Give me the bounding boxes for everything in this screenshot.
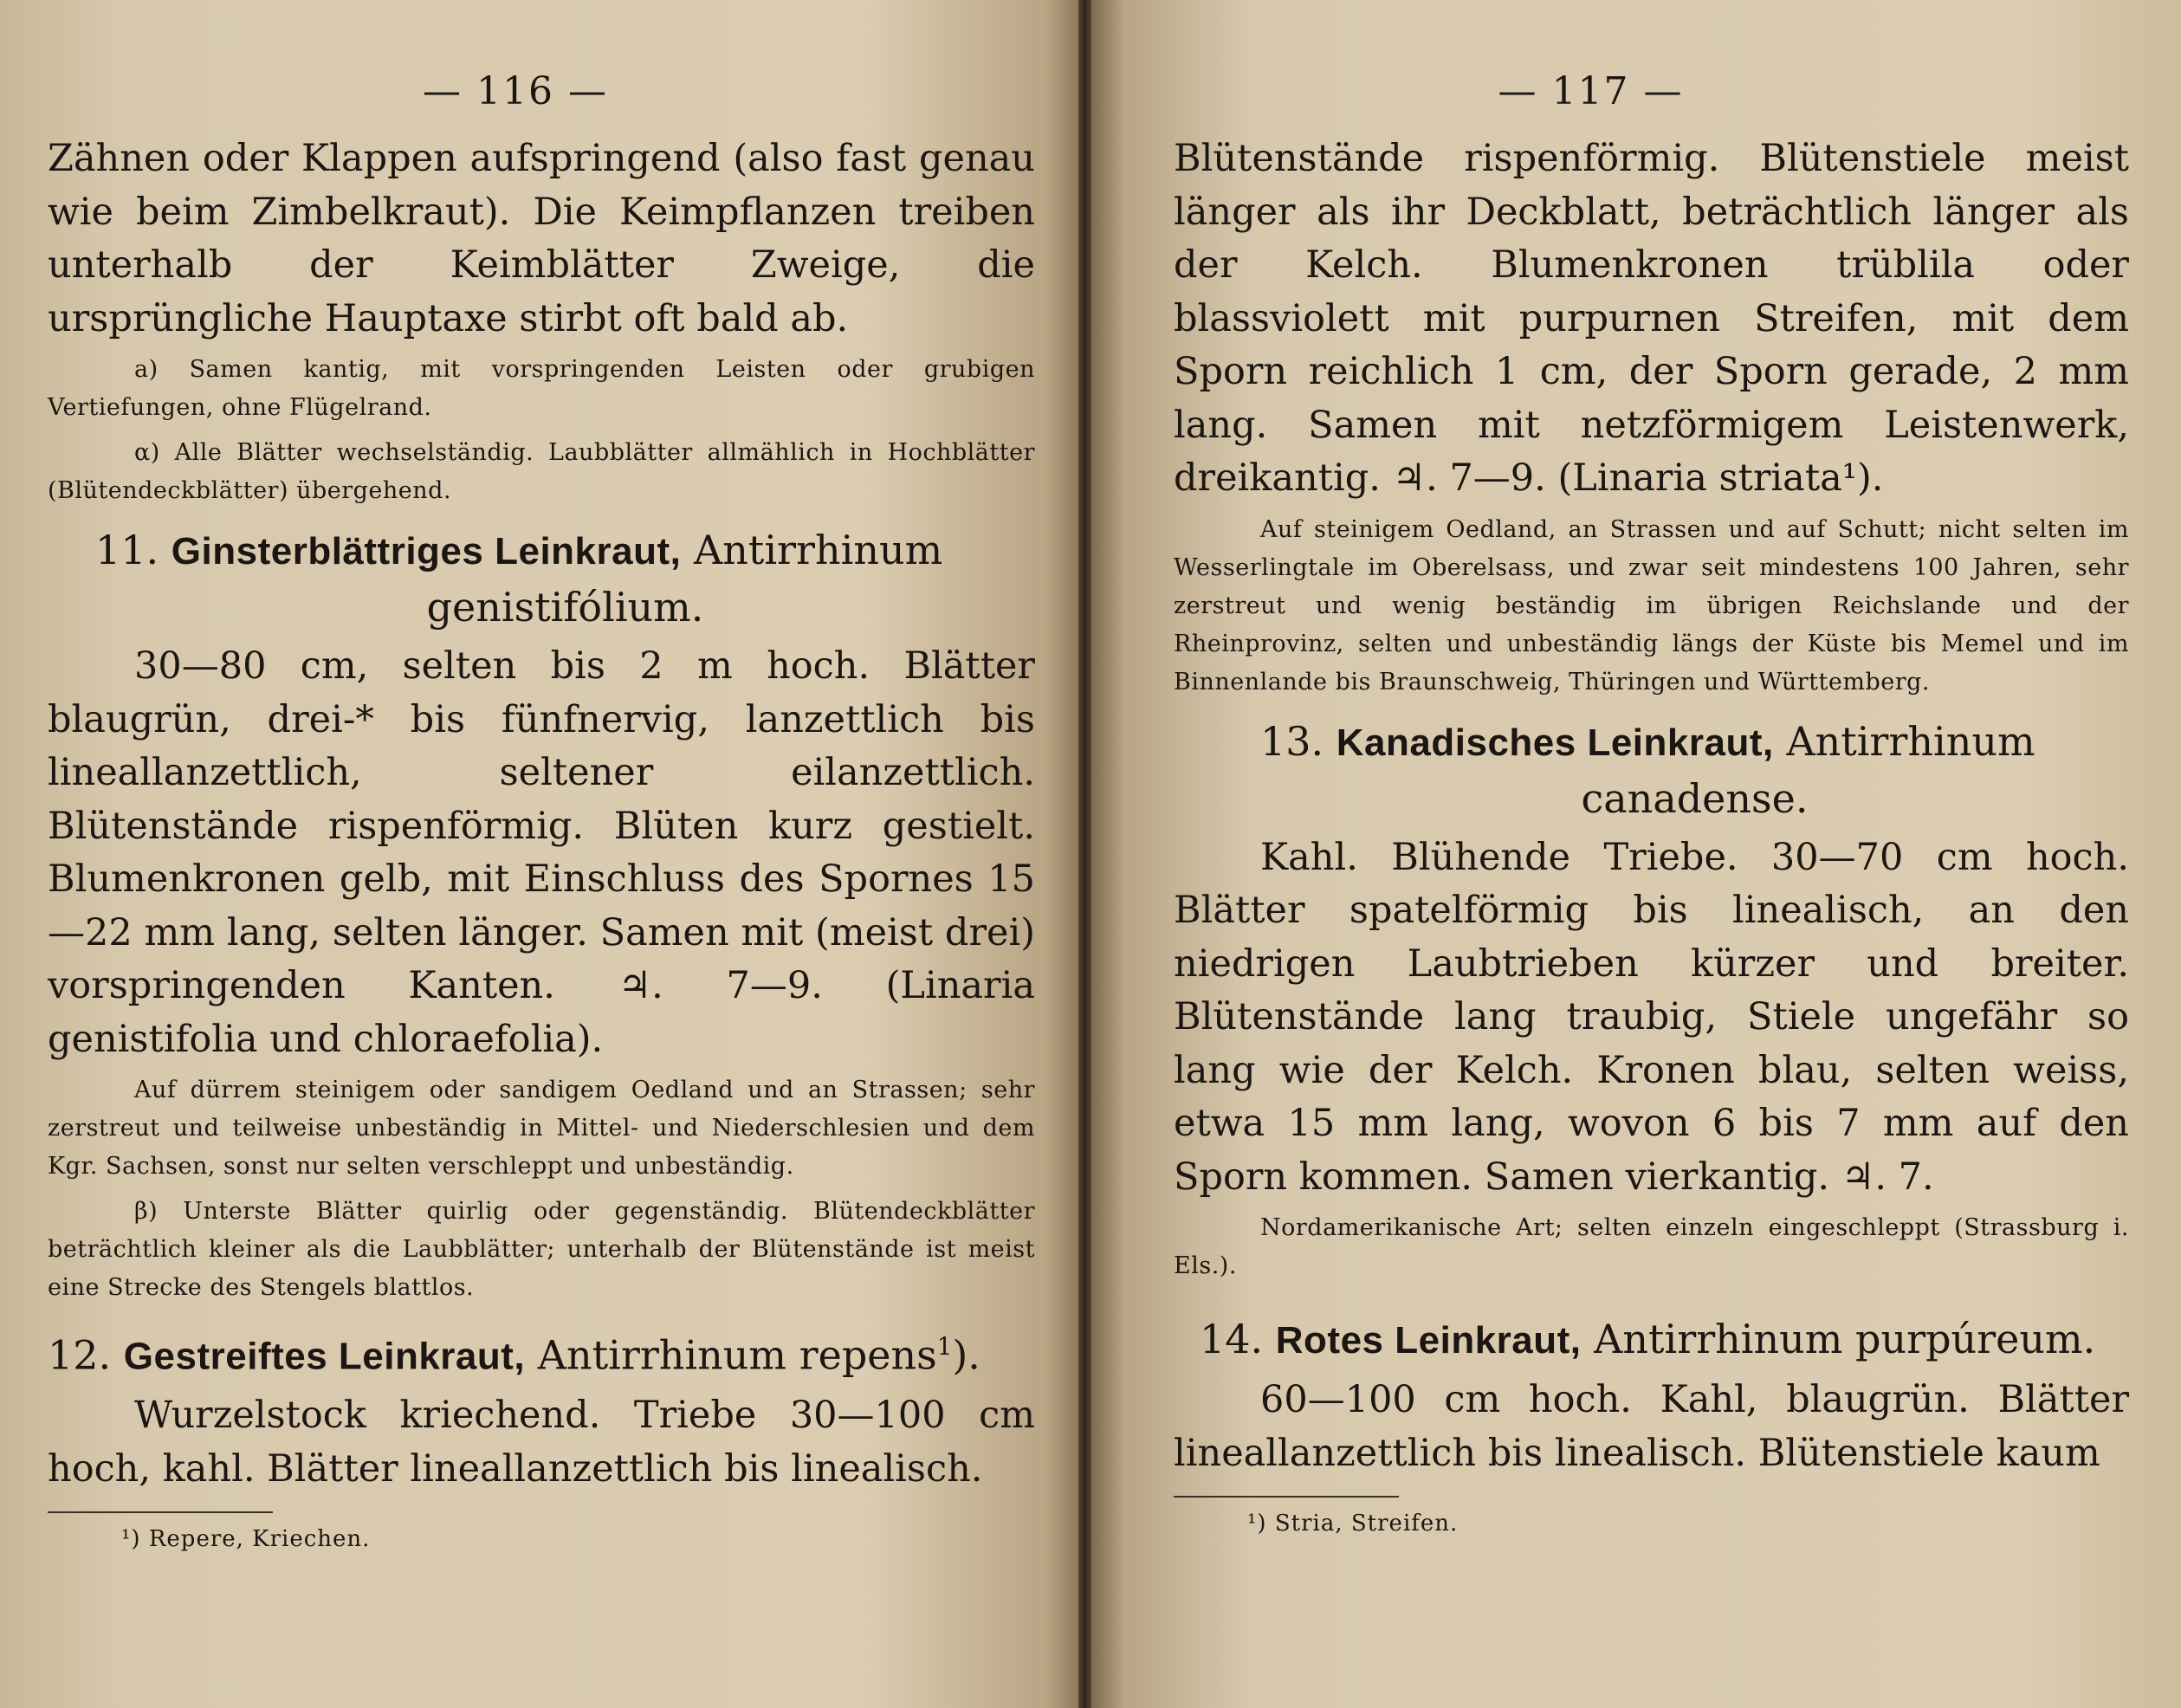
species-description: Kahl. Blühende Triebe. 30—70 cm hoch. Blätter spatelförmig bis linealisch, an den niedrigen Laubtrieben kürzer und breiter. Blütenstände lang traubig, Stiele ungefähr so lang wie der Kelch. Kronen blau, selten weiss, etwa 15 mm lang, wovon 6 bis 7 mm auf den Sporn kommen. Samen vierkantig. ♃. 7. bbox=[1174, 835, 2129, 1199]
species-number: 11. bbox=[95, 527, 159, 573]
german-name: Gestreiftes Leinkraut, bbox=[123, 1335, 526, 1378]
latin-name: Antirrhinum bbox=[693, 527, 943, 573]
book-gutter bbox=[1078, 0, 1091, 1708]
right-page bbox=[1091, 0, 2181, 1708]
latin-name: Antirrhinum bbox=[1786, 717, 2035, 765]
latin-name: Antirrhinum purpúreum. bbox=[1594, 1316, 2096, 1362]
latin-name-cont: genistifólium. bbox=[426, 584, 704, 631]
german-name: Kanadisches Leinkraut, bbox=[1336, 721, 1774, 764]
species-heading-14 bbox=[1174, 1311, 2129, 1368]
latin-name: Antirrhinum repens bbox=[537, 1331, 937, 1379]
key-note-alpha: α) Alle Blätter wechselständig. Laubblätter allmählich in Hochblätter (Blütendeckblätter) übergehend. bbox=[48, 439, 1035, 504]
latin-name-end: ). bbox=[952, 1331, 980, 1379]
page-number: — 117 — bbox=[1498, 69, 1684, 113]
species-number: 13. bbox=[1260, 717, 1324, 765]
continued-text: Blütenstände rispenförmig. Blütenstiele meist länger als ihr Deckblatt, beträchtlich länger als der Kelch. Blumenkronen trüblila oder blassviolett mit purpurnen Streifen, mit dem Sporn reichlich 1 cm, der Sporn gerade, 2 mm lang. Samen mit netzförmigem Leistenwerk, dreikantig. ♃. 7—9. (Linaria striata¹). bbox=[1174, 137, 2129, 500]
latin-name-cont: canadense. bbox=[1581, 774, 1809, 822]
footnote-rule bbox=[48, 1511, 273, 1513]
species-number: 14. bbox=[1200, 1316, 1264, 1362]
species-number: 12. bbox=[48, 1331, 112, 1379]
habitat-note: Auf dürrem steinigem oder sandigem Oedland und an Strassen; sehr zerstreut und teilweise unbeständig in Mittel- und Niederschlesien und dem Kgr. Sachsen, sonst nur selten verschleppt und unbeständig. bbox=[48, 1077, 1035, 1180]
species-description: 60—100 cm hoch. Kahl, blaugrün. Blätter lineallanzettlich bis linealisch. Blütenstiele kaum bbox=[1174, 1378, 2129, 1475]
footnote-rule bbox=[1174, 1496, 1399, 1498]
german-name: Rotes Leinkraut, bbox=[1275, 1319, 1582, 1362]
species-description: Wurzelstock kriechend. Triebe 30—100 cm hoch, kahl. Blätter lineallanzettlich bis linealisch. bbox=[48, 1394, 1035, 1491]
habitat-note: Auf steinigem Oedland, an Strassen und auf Schutt; nicht selten im Wesserlingtale im Oberelsass, und zwar seit mindestens 100 Jahren, sehr zerstreut und wenig beständig im übrigen Reichslande und der Rheinprovinz, selten und unbeständig längs der Küste bis Memel und im Binnenlande bis Braunschweig, Thüringen und Württemberg. bbox=[1174, 515, 2129, 695]
footnote: ¹) Stria, Streifen. bbox=[1247, 1511, 1459, 1537]
footnote-marker: 1 bbox=[936, 1332, 953, 1361]
species-heading-12 bbox=[48, 1319, 1035, 1384]
key-note-beta: β) Unterste Blätter quirlig oder gegenständig. Blütendeckblätter beträchtlich kleiner als die Laubblätter; unterhalb der Blütenstände ist meist eine Strecke des Stengels blattlos. bbox=[48, 1198, 1035, 1301]
german-name: Ginsterblättriges Leinkraut, bbox=[171, 530, 682, 573]
species-heading-13 bbox=[1174, 714, 2129, 826]
habitat-note: Nordamerikanische Art; selten einzeln eingeschleppt (Strassburg i. Els.). bbox=[1174, 1214, 2129, 1279]
left-page bbox=[0, 0, 1078, 1708]
species-description: 30—80 cm, selten bis 2 m hoch. Blätter blaugrün, drei-* bis fünfnervig, lanzettlich bis lineallanzettlich, seltener eilanzettlich. Blütenstände rispenförmig. Blüten kurz gestielt. Blumenkronen gelb, mit Einschluss des Spornes 15—22 mm lang, selten länger. Samen mit (meist drei) vorspringenden Kanten. ♃. 7—9. (Linaria genistifolia und chloraefolia). bbox=[48, 644, 1035, 1061]
footnote: ¹) Repere, Kriechen. bbox=[121, 1526, 371, 1553]
page-number: — 116 — bbox=[423, 69, 608, 113]
species-heading-11 bbox=[48, 522, 1035, 635]
continued-text: Zähnen oder Klappen aufspringend (also fast genau wie beim Zimbelkraut). Die Keimpflanzen treiben unterhalb der Keimblätter Zweige, die ursprüngliche Hauptaxe stirbt oft bald ab. bbox=[48, 137, 1035, 340]
key-note-a: a) Samen kantig, mit vorspringenden Leisten oder grubigen Vertiefungen, ohne Flügelrand. bbox=[48, 356, 1035, 421]
